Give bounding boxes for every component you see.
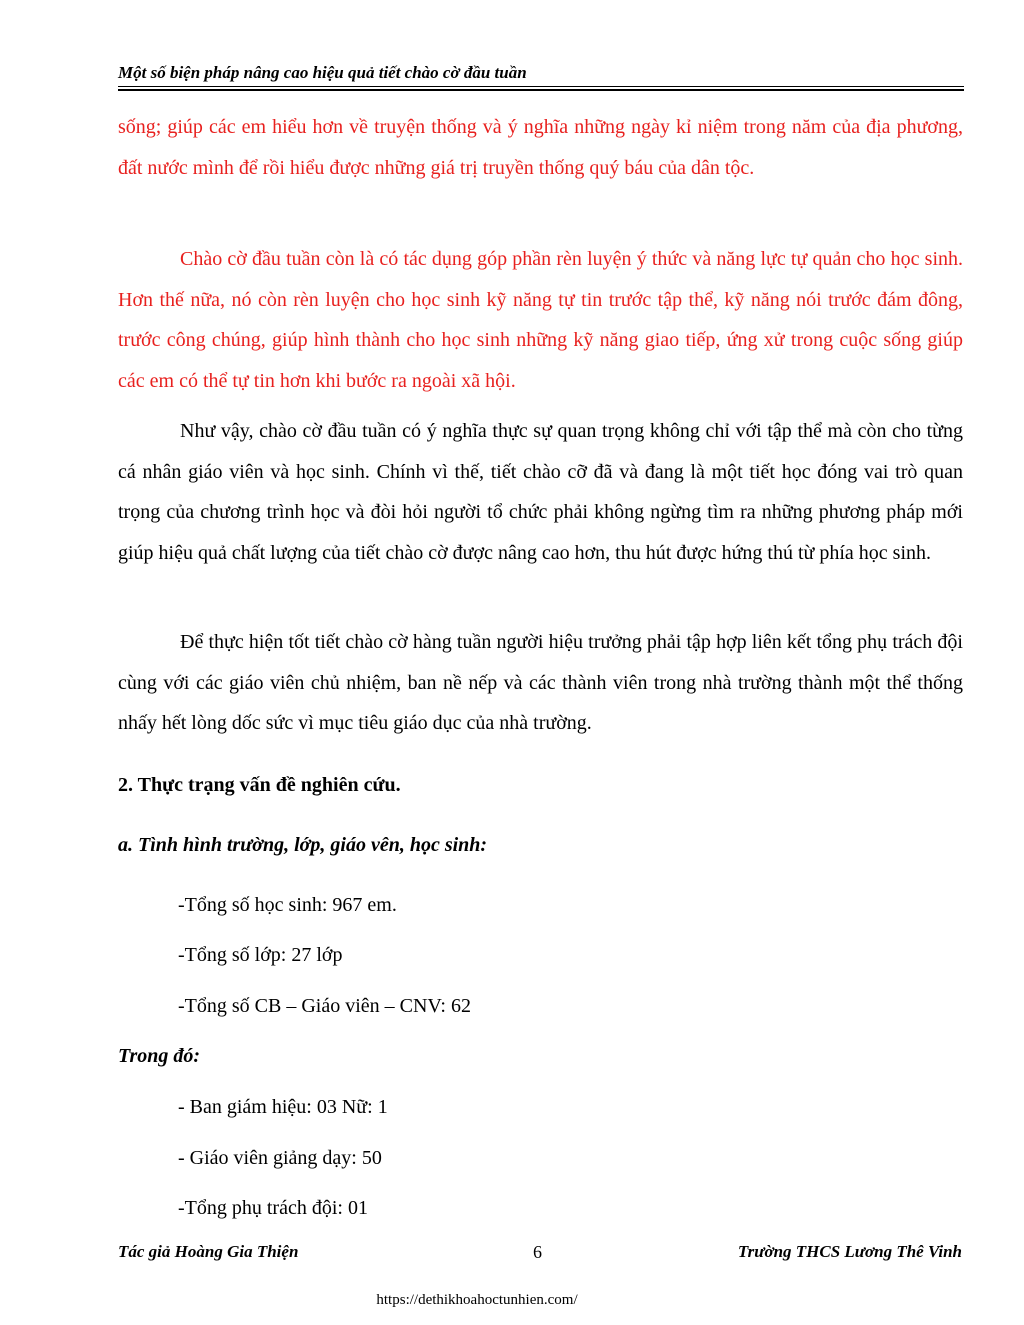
running-header: Một số biện pháp nâng cao hiệu quả tiết chào cờ đầu tuần [118, 63, 527, 82]
page-number: 6 [533, 1242, 542, 1262]
paragraph-4: Để thực hiện tốt tiết chào cờ hàng tuần người hiệu trưởng phải tập hợp liên kết tổng phụ trách đội cùng với các giáo viên chủ nhiệm, ban nề nếp và các thành viên trong nhà trường thành một thể thống nhấy hết lòng dốc sức vì mục tiêu giáo dục của nhà trường. [118, 631, 963, 734]
trong-do-heading: Trong đó: [118, 1045, 201, 1067]
header-rule-thick [118, 89, 964, 91]
list-item-students: -Tổng số học sinh: 967 em. [178, 894, 397, 916]
section-heading: 2. Thực trạng vấn đề nghiên cứu. [118, 774, 401, 796]
paragraph-1: sống; giúp các em hiểu hơn về truyện thống và ý nghĩa những ngày kỉ niệm trong năm của địa phương, đất nước mình để rồi hiểu được những giá trị truyền thống quý báu của dân tộc. [118, 116, 963, 179]
list-item-classes: -Tổng số lớp: 27 lớp [178, 944, 343, 966]
list-item-team-leader: -Tổng phụ trách đội: 01 [178, 1197, 368, 1219]
list-item-teachers: - Giáo viên giảng dạy: 50 [178, 1147, 382, 1169]
list-item-board: - Ban giám hiệu: 03 Nữ: 1 [178, 1096, 388, 1118]
paragraph-3: Như vậy, chào cờ đầu tuần có ý nghĩa thực sự quan trọng không chỉ với tập thể mà còn cho từng cá nhân giáo viên và học sinh. Chính vì thế, tiết chào cỡ đã và đang là một tiết học đóng vai trò quan trọng của chương trình học và đòi hỏi người tổ chức phải không ngừng tìm ra những phương pháp mới giúp hiệu quả chất lượng của tiết chào cờ được nâng cao hơn, thu hút được hứng thú từ phía học sinh. [118, 420, 963, 564]
header-rule-thin [118, 86, 964, 87]
subsection-heading: a. Tình hình trường, lớp, giáo vên, học sinh: [118, 834, 488, 856]
paragraph-2: Chào cờ đầu tuần còn là có tác dụng góp phần rèn luyện ý thức và năng lực tự quản cho học sinh. Hơn thế nữa, nó còn rèn luyện cho học sinh kỹ năng tự tin trước tập thể, kỹ năng nói trước đám đông, trước công chúng, giúp hình thành cho học sinh những kỹ năng giao tiếp, ứng xử trong cuộc sống giúp các em có thể tự tin hơn khi bước ra ngoài xã hội. [118, 248, 963, 392]
footer-author: Tác giả Hoàng Gia Thiện [118, 1242, 299, 1261]
footer-url-row [0, 1290, 1024, 1310]
footer-url-link[interactable]: https://dethikhoahoctunhien.com/ [376, 1292, 578, 1308]
list-item-staff: -Tổng số CB – Giáo viên – CNV: 62 [178, 995, 471, 1017]
footer-school: Trường THCS Lương Thê Vinh [737, 1242, 962, 1261]
